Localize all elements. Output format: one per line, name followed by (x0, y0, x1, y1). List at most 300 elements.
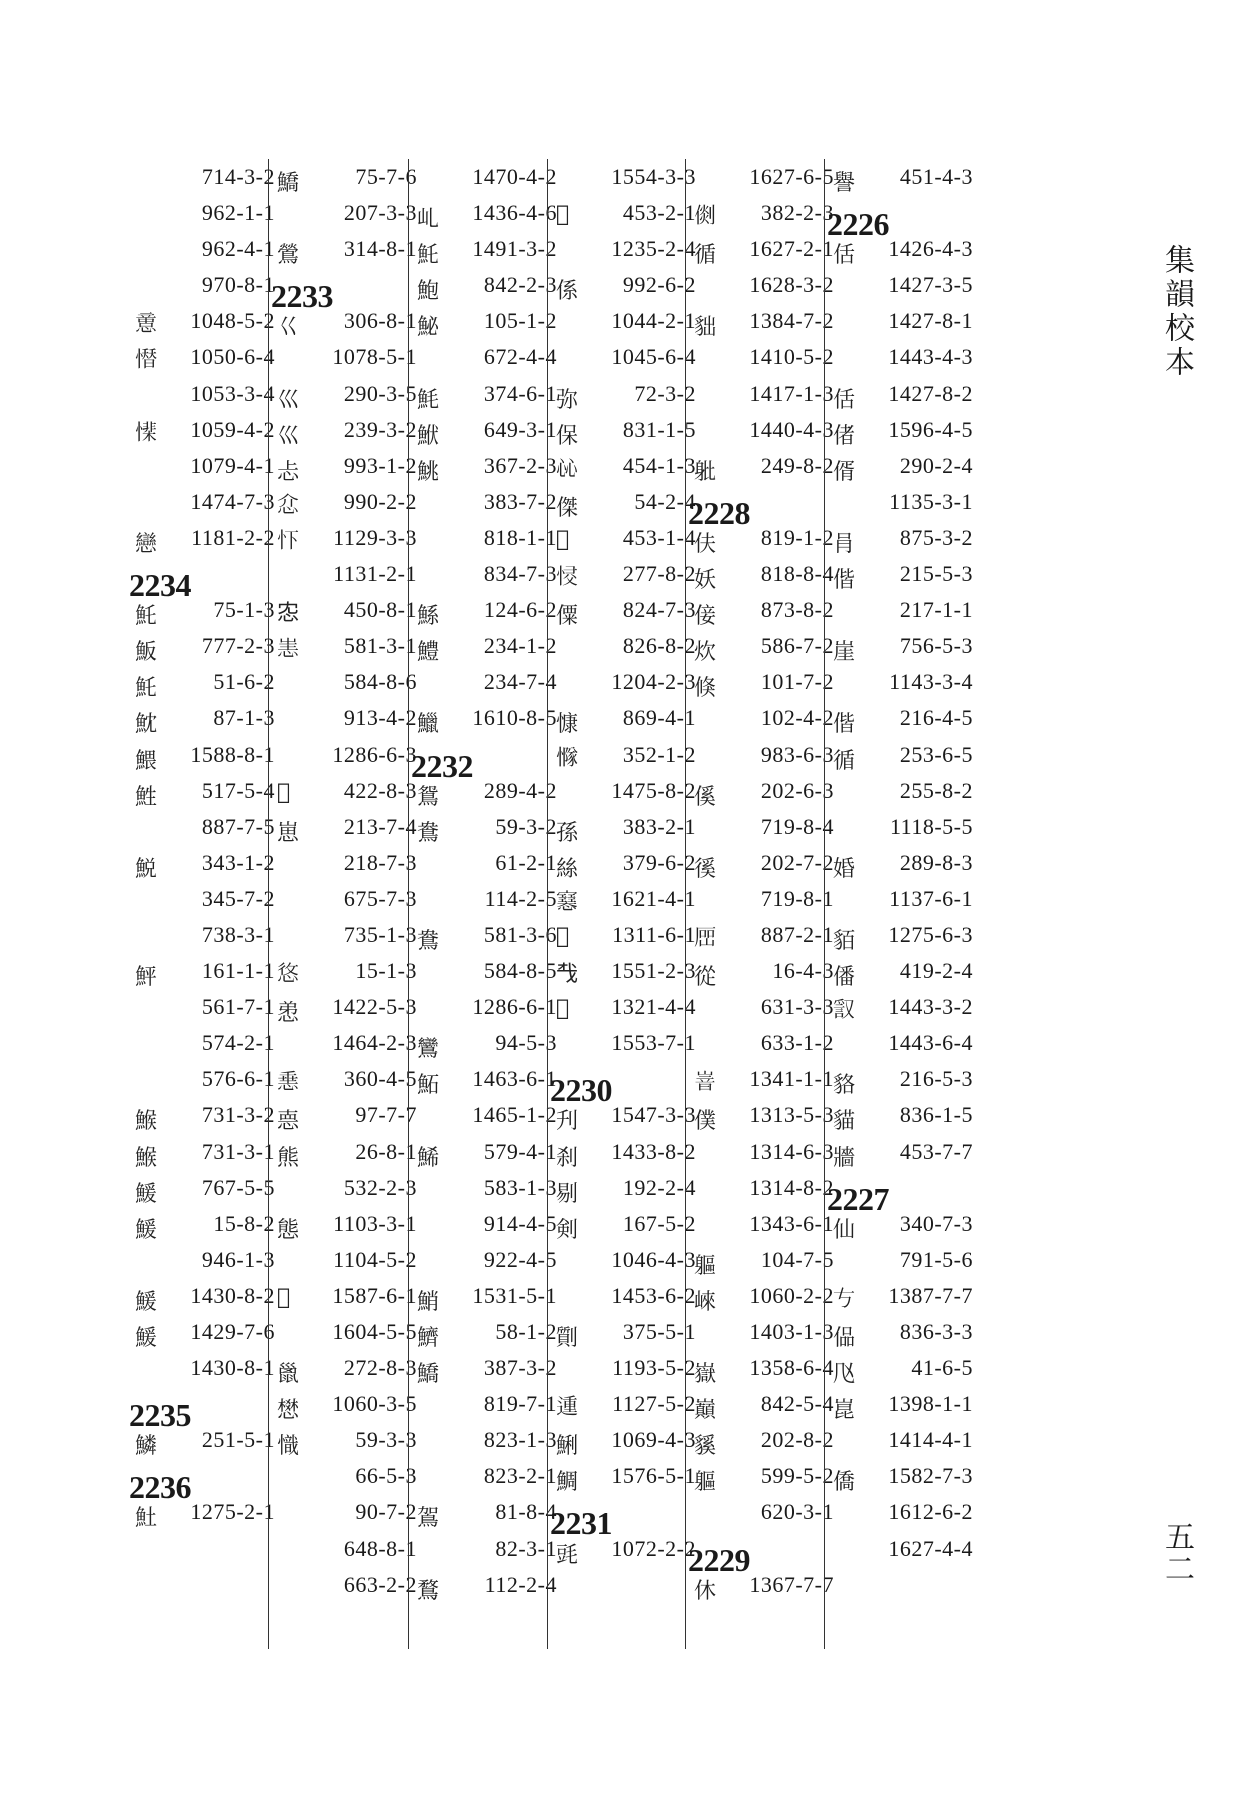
index-entry (269, 1314, 427, 1350)
entry-reference: 277-8-2 (622, 561, 696, 587)
entry-reference: 82-3-1 (495, 1535, 557, 1561)
entry-reference: 1367-7-7 (749, 1571, 834, 1597)
entry-character: 𢛳 (277, 1109, 300, 1135)
entry-character: 熊 (277, 1145, 300, 1171)
index-entry (825, 1097, 983, 1133)
index-entry (548, 700, 706, 736)
index-entry (825, 1350, 983, 1386)
entry-reference: 1628-3-2 (749, 272, 834, 298)
index-entry (548, 737, 706, 773)
entry-reference: 1551-2-3 (611, 958, 696, 984)
entry-reference: 1321-4-4 (611, 994, 696, 1020)
entry-reference: 1427-3-5 (888, 272, 973, 298)
entry-character: 鸞 (417, 1037, 440, 1063)
entry-reference: 66-5-3 (355, 1463, 417, 1489)
entry-character: 鱲 (417, 712, 440, 738)
entry-reference: 1079-4-1 (190, 452, 275, 478)
entry-reference: 379-6-2 (622, 849, 696, 875)
entry-reference: 217-1-1 (899, 597, 973, 623)
index-entry (825, 917, 983, 953)
index-entry (269, 592, 427, 628)
index-entry (548, 953, 706, 989)
index-entry (825, 773, 983, 809)
entry-reference: 1463-6-1 (472, 1066, 557, 1092)
entry-reference: 561-7-1 (201, 994, 275, 1020)
index-entry (686, 303, 844, 339)
index-entry (825, 484, 983, 520)
index-entry (548, 412, 706, 448)
index-entry (127, 628, 285, 664)
entry-character: 𢦝 (556, 996, 570, 1022)
index-entry (269, 989, 427, 1025)
entry-character: 巛 (277, 423, 300, 449)
index-entry (686, 881, 844, 917)
entry-reference: 1193-5-2 (612, 1355, 696, 1381)
index-entry (548, 989, 706, 1025)
entry-reference: 1118-5-5 (889, 813, 973, 839)
index-entry (127, 412, 285, 448)
index-entry (686, 1494, 844, 1530)
entry-reference: 202-7-2 (760, 849, 834, 875)
entry-character: 偖 (833, 423, 856, 449)
index-entry (269, 881, 427, 917)
entry-reference: 731-3-2 (201, 1102, 275, 1128)
entry-character: 倏 (694, 676, 717, 702)
entry-reference: 599-5-2 (760, 1463, 834, 1489)
entry-character: 𢚖 (277, 1001, 300, 1027)
entry-character: 𢗄 (277, 528, 300, 554)
index-entry (548, 1278, 706, 1314)
index-entry (409, 1350, 567, 1386)
index-entry (686, 159, 844, 195)
entry-reference: 450-8-1 (343, 597, 417, 623)
entry-character: 傑 (556, 495, 579, 521)
entry-character: 鱎 (277, 171, 300, 196)
entry-reference: 836-1-5 (899, 1102, 973, 1128)
entry-reference: 1398-1-1 (888, 1391, 973, 1417)
entry-character: 循 (694, 243, 717, 269)
entry-character: 剔 (556, 1181, 579, 1207)
entry-reference: 875-3-2 (899, 524, 973, 550)
entry-character: 仙 (833, 1217, 856, 1243)
index-entry (269, 231, 427, 267)
entry-character: 僠 (833, 965, 856, 991)
entry-reference: 51-6-2 (213, 669, 275, 695)
index-entry (409, 1242, 567, 1278)
entry-reference: 1044-2-1 (611, 308, 696, 334)
index-entry (686, 556, 844, 592)
entry-reference: 649-3-1 (483, 416, 557, 442)
entry-character: 劕 (556, 1326, 579, 1351)
page-number: 五二 (1159, 1521, 1194, 1585)
index-entry (825, 700, 983, 736)
index-entry (825, 339, 983, 375)
entry-reference: 517-5-4 (201, 777, 275, 803)
entry-character: 偘 (833, 1326, 856, 1351)
index-entry (269, 1097, 427, 1133)
entry-character: 鮖 (417, 1073, 440, 1099)
index-entry (127, 592, 285, 628)
entry-reference: 1204-2-3 (611, 669, 696, 695)
index-entry (825, 881, 983, 917)
index-entry (269, 159, 427, 195)
entry-reference: 574-2-1 (201, 1030, 275, 1056)
entry-character: 妖 (694, 568, 717, 594)
index-entry (548, 1314, 706, 1350)
entry-reference: 1429-7-6 (190, 1319, 275, 1344)
entry-reference: 1072-2-2 (611, 1535, 696, 1561)
index-entry (409, 1458, 567, 1494)
index-entry (127, 773, 285, 809)
entry-reference: 15-1-3 (355, 958, 417, 984)
entry-character: 傒 (694, 784, 717, 810)
index-entry (548, 1097, 706, 1133)
entry-reference: 94-5-3 (495, 1030, 557, 1056)
entry-character: 刋 (556, 1109, 579, 1135)
section-heading (127, 1458, 285, 1506)
index-entry (825, 809, 983, 845)
index-entry (548, 1134, 706, 1170)
entry-reference: 873-8-2 (760, 597, 834, 623)
index-entry (548, 1458, 706, 1494)
entry-character: 𩫛 (277, 1284, 291, 1310)
entry-reference: 887-2-1 (760, 921, 834, 947)
index-entry (686, 737, 844, 773)
heading-number: 2228 (688, 494, 750, 531)
entry-reference: 1470-4-2 (472, 164, 557, 189)
index-entry (409, 412, 567, 448)
entry-reference: 842-2-3 (483, 272, 557, 298)
index-entry (686, 412, 844, 448)
entry-reference: 1604-5-5 (332, 1319, 417, 1344)
entry-reference: 791-5-6 (899, 1246, 973, 1272)
index-entry (409, 448, 567, 484)
entry-reference: 869-4-1 (622, 705, 696, 731)
index-entry (409, 303, 567, 339)
index-entry (127, 845, 285, 881)
heading-number: 2234 (129, 567, 191, 604)
index-entry (127, 1314, 285, 1350)
index-entry (548, 1531, 706, 1567)
entry-reference: 374-6-1 (483, 380, 557, 406)
entry-reference: 453-2-1 (622, 200, 696, 226)
index-entry (686, 1278, 844, 1314)
entry-reference: 1588-8-1 (190, 741, 275, 767)
entry-character: 絲 (556, 856, 579, 882)
entry-character: 徯 (694, 856, 717, 882)
entry-reference: 1129-3-3 (333, 524, 417, 550)
index-entry (409, 339, 567, 375)
index-entry (409, 1061, 567, 1097)
index-entry (825, 737, 983, 773)
entry-character: 𧲣 (556, 923, 570, 949)
index-entry (686, 520, 844, 556)
index-entry (409, 1567, 567, 1603)
index-entry (825, 1531, 983, 1567)
index-entry (409, 1134, 567, 1170)
index-entry (686, 1314, 844, 1350)
index-entry (409, 1170, 567, 1206)
index-entry (127, 267, 285, 303)
entry-reference: 213-7-4 (343, 813, 417, 839)
index-entry (548, 664, 706, 700)
index-entry (127, 1170, 285, 1206)
entry-reference: 1612-6-2 (888, 1499, 973, 1525)
entry-character: 鴦 (417, 820, 440, 846)
index-entry (825, 989, 983, 1025)
entry-reference: 454-1-3 (622, 452, 696, 478)
entry-character: 鮡 (417, 459, 440, 485)
entry-character: 鰀 (135, 1181, 158, 1207)
entry-reference: 1275-2-1 (190, 1499, 275, 1525)
entry-reference: 992-6-2 (622, 272, 696, 298)
index-entry (269, 1278, 427, 1314)
index-entry (825, 1386, 983, 1422)
index-entry (686, 845, 844, 881)
entry-reference: 1547-3-3 (611, 1102, 696, 1128)
index-entry (127, 809, 285, 845)
index-entry (548, 917, 706, 953)
index-entry (825, 412, 983, 448)
index-entry (269, 1350, 427, 1386)
entry-character: 崍 (694, 1289, 717, 1315)
index-entry (409, 195, 570, 233)
index-entry (409, 1422, 567, 1458)
entry-character: 係 (556, 279, 579, 305)
index-entry (825, 1061, 983, 1097)
entry-character: 貕 (694, 1434, 717, 1460)
entry-reference: 340-7-3 (899, 1210, 973, 1236)
entry-reference: 819-7-1 (483, 1391, 557, 1417)
index-entry (548, 231, 706, 267)
index-entry (269, 412, 427, 448)
index-entry (548, 809, 706, 845)
entry-reference: 836-3-3 (899, 1319, 973, 1344)
entry-reference: 576-6-1 (201, 1066, 275, 1092)
entry-character: 僑 (833, 1470, 856, 1496)
entry-reference: 648-8-1 (343, 1535, 417, 1561)
entry-character: 鮑 (417, 279, 440, 305)
entry-character: 𢗟 (556, 202, 570, 228)
index-entry (548, 1350, 706, 1386)
entry-character: 魠 (135, 676, 158, 702)
entry-character: 鱭 (417, 1326, 440, 1351)
heading-number: 2230 (550, 1072, 612, 1109)
entry-character: 伕 (694, 531, 717, 557)
entry-reference: 1341-1-1 (749, 1066, 834, 1092)
index-entry (127, 448, 285, 484)
entry-reference: 1143-3-4 (889, 669, 973, 695)
entry-reference: 289-4-2 (483, 777, 557, 803)
index-entry (409, 881, 567, 917)
entry-reference: 983-6-3 (760, 741, 834, 767)
entry-reference: 581-3-6 (483, 921, 557, 947)
entry-reference: 1453-6-2 (611, 1282, 696, 1308)
entry-reference: 823-2-1 (483, 1463, 557, 1489)
entry-character: 剣 (556, 1217, 579, 1243)
index-entry (127, 484, 285, 520)
index-entry (686, 664, 844, 700)
index-entry (269, 1206, 427, 1242)
index-entry (269, 1242, 427, 1278)
index-entry (269, 1531, 427, 1567)
entry-character: 鶯 (277, 243, 300, 269)
entry-reference: 1181-2-2 (191, 524, 275, 550)
entry-reference: 1464-2-3 (332, 1030, 417, 1056)
entry-reference: 584-8-6 (343, 669, 417, 695)
index-entry (409, 1531, 567, 1567)
entry-reference: 59-3-2 (495, 813, 557, 839)
index-column (268, 159, 427, 1649)
index-entry (127, 195, 285, 231)
entry-reference: 767-5-5 (201, 1174, 275, 1200)
entry-reference: 777-2-3 (201, 633, 275, 659)
entry-reference: 1078-5-1 (332, 344, 417, 370)
index-entry (127, 339, 285, 375)
index-entry (127, 700, 285, 736)
entry-reference: 1045-6-4 (611, 344, 696, 370)
entry-reference: 1414-4-1 (888, 1427, 973, 1453)
entry-reference: 216-4-5 (899, 705, 973, 731)
index-entry (127, 1350, 285, 1386)
entry-character: 鱎 (417, 1362, 440, 1388)
entry-character: 炊 (694, 640, 717, 666)
entry-reference: 26-8-1 (355, 1138, 417, 1164)
index-entry (409, 1494, 567, 1530)
entry-reference: 1417-1-3 (749, 380, 834, 406)
index-entry (686, 917, 844, 953)
index-entry (825, 1134, 983, 1170)
entry-character: 𢡄 (135, 348, 158, 374)
index-entry (548, 845, 706, 881)
index-entry (409, 1025, 567, 1061)
index-entry (825, 159, 983, 195)
section-heading (127, 1386, 285, 1434)
entry-character: 魬 (135, 640, 158, 666)
entry-reference: 1384-7-2 (749, 308, 834, 334)
entry-reference: 579-4-1 (483, 1138, 557, 1164)
index-entry (825, 1025, 983, 1061)
entry-reference: 1059-4-2 (190, 416, 275, 442)
entry-character: 嶽 (694, 1362, 717, 1388)
entry-reference: 1343-6-1 (749, 1210, 834, 1236)
entry-reference: 1554-3-3 (611, 164, 696, 189)
entry-reference: 1069-4-3 (611, 1427, 696, 1453)
entry-character: 鴦 (417, 928, 440, 954)
entry-character: 鯑 (417, 1145, 440, 1171)
heading-number: 2236 (129, 1469, 191, 1506)
entry-character: 佸 (833, 387, 856, 413)
entry-character: 忐 (277, 459, 300, 485)
entry-reference: 1060-2-2 (749, 1282, 834, 1308)
entry-reference: 586-7-2 (760, 633, 834, 659)
entry-reference: 581-3-1 (343, 633, 417, 659)
entry-character: 偕 (833, 568, 856, 594)
entry-reference: 1436-4-6 (472, 200, 557, 226)
entry-reference: 731-3-1 (201, 1138, 275, 1164)
heading-number: 2232 (411, 747, 473, 784)
index-column (547, 159, 706, 1649)
entry-reference: 1430-8-1 (190, 1355, 275, 1381)
entry-reference: 633-1-2 (760, 1030, 834, 1056)
entry-character: 鴛 (417, 784, 440, 810)
entry-reference: 422-8-3 (343, 777, 417, 803)
index-entry (409, 809, 567, 845)
index-entry (269, 1061, 427, 1097)
index-entry (127, 1134, 285, 1170)
entry-character: 佸 (833, 243, 856, 269)
index-entry (686, 1422, 844, 1458)
heading-number: 2227 (827, 1180, 889, 1217)
index-entry (269, 845, 427, 881)
entry-character: 𢡟 (277, 1398, 300, 1424)
index-entry (269, 1025, 427, 1061)
entry-reference: 75-7-6 (355, 164, 417, 189)
entry-character: 貉 (833, 1073, 856, 1099)
index-entry (127, 231, 285, 267)
entry-reference: 314-8-1 (343, 236, 417, 262)
entry-reference: 1443-3-2 (888, 994, 973, 1020)
index-entry (548, 1025, 706, 1061)
entry-reference: 887-7-5 (201, 813, 275, 839)
index-entry (686, 989, 844, 1025)
index-entry (686, 700, 844, 736)
index-entry (269, 773, 427, 809)
index-entry (686, 1061, 844, 1097)
entry-character: 鱧 (417, 640, 440, 666)
entry-reference: 1060-3-5 (332, 1391, 417, 1417)
entry-reference: 15-8-2 (213, 1210, 275, 1236)
index-entry (825, 1278, 983, 1314)
entry-character: 貓 (833, 1109, 856, 1135)
index-entry (548, 1206, 706, 1242)
entry-reference: 54-2-4 (634, 488, 696, 514)
index-entry (127, 376, 285, 412)
entry-reference: 451-4-3 (899, 164, 973, 189)
entry-reference: 818-8-4 (760, 561, 834, 587)
entry-character: 孫 (556, 820, 579, 846)
entry-reference: 112-2-4 (484, 1571, 557, 1597)
index-entry (548, 1386, 706, 1422)
index-entry (686, 339, 844, 375)
entry-character: 𢙌 (277, 637, 300, 663)
entry-character: 刹 (556, 1145, 579, 1171)
entry-reference: 382-2-3 (760, 200, 834, 226)
index-entry (686, 1567, 844, 1603)
entry-character: 鯏 (556, 1434, 579, 1460)
entry-reference: 1474-7-3 (190, 488, 275, 514)
entry-character: 鮃 (135, 965, 158, 991)
index-entry (127, 159, 285, 195)
entry-reference: 1621-4-1 (611, 885, 696, 911)
index-entry (409, 845, 567, 881)
entry-reference: 251-5-1 (201, 1427, 275, 1453)
entry-reference: 1046-4-3 (611, 1246, 696, 1272)
index-entry (127, 1097, 285, 1133)
index-entry (548, 1422, 706, 1458)
entry-character: 鮹 (417, 1289, 440, 1315)
index-entry (686, 1170, 844, 1206)
index-entry (127, 520, 285, 556)
entry-character: 鯸 (135, 1109, 158, 1135)
entry-reference: 834-7-3 (483, 561, 557, 587)
index-entry (825, 1314, 983, 1350)
entry-reference: 419-2-4 (899, 958, 973, 984)
index-entry (269, 303, 427, 339)
index-entry (409, 484, 567, 520)
entry-character: 巛 (277, 387, 300, 413)
index-entry (127, 1061, 285, 1097)
